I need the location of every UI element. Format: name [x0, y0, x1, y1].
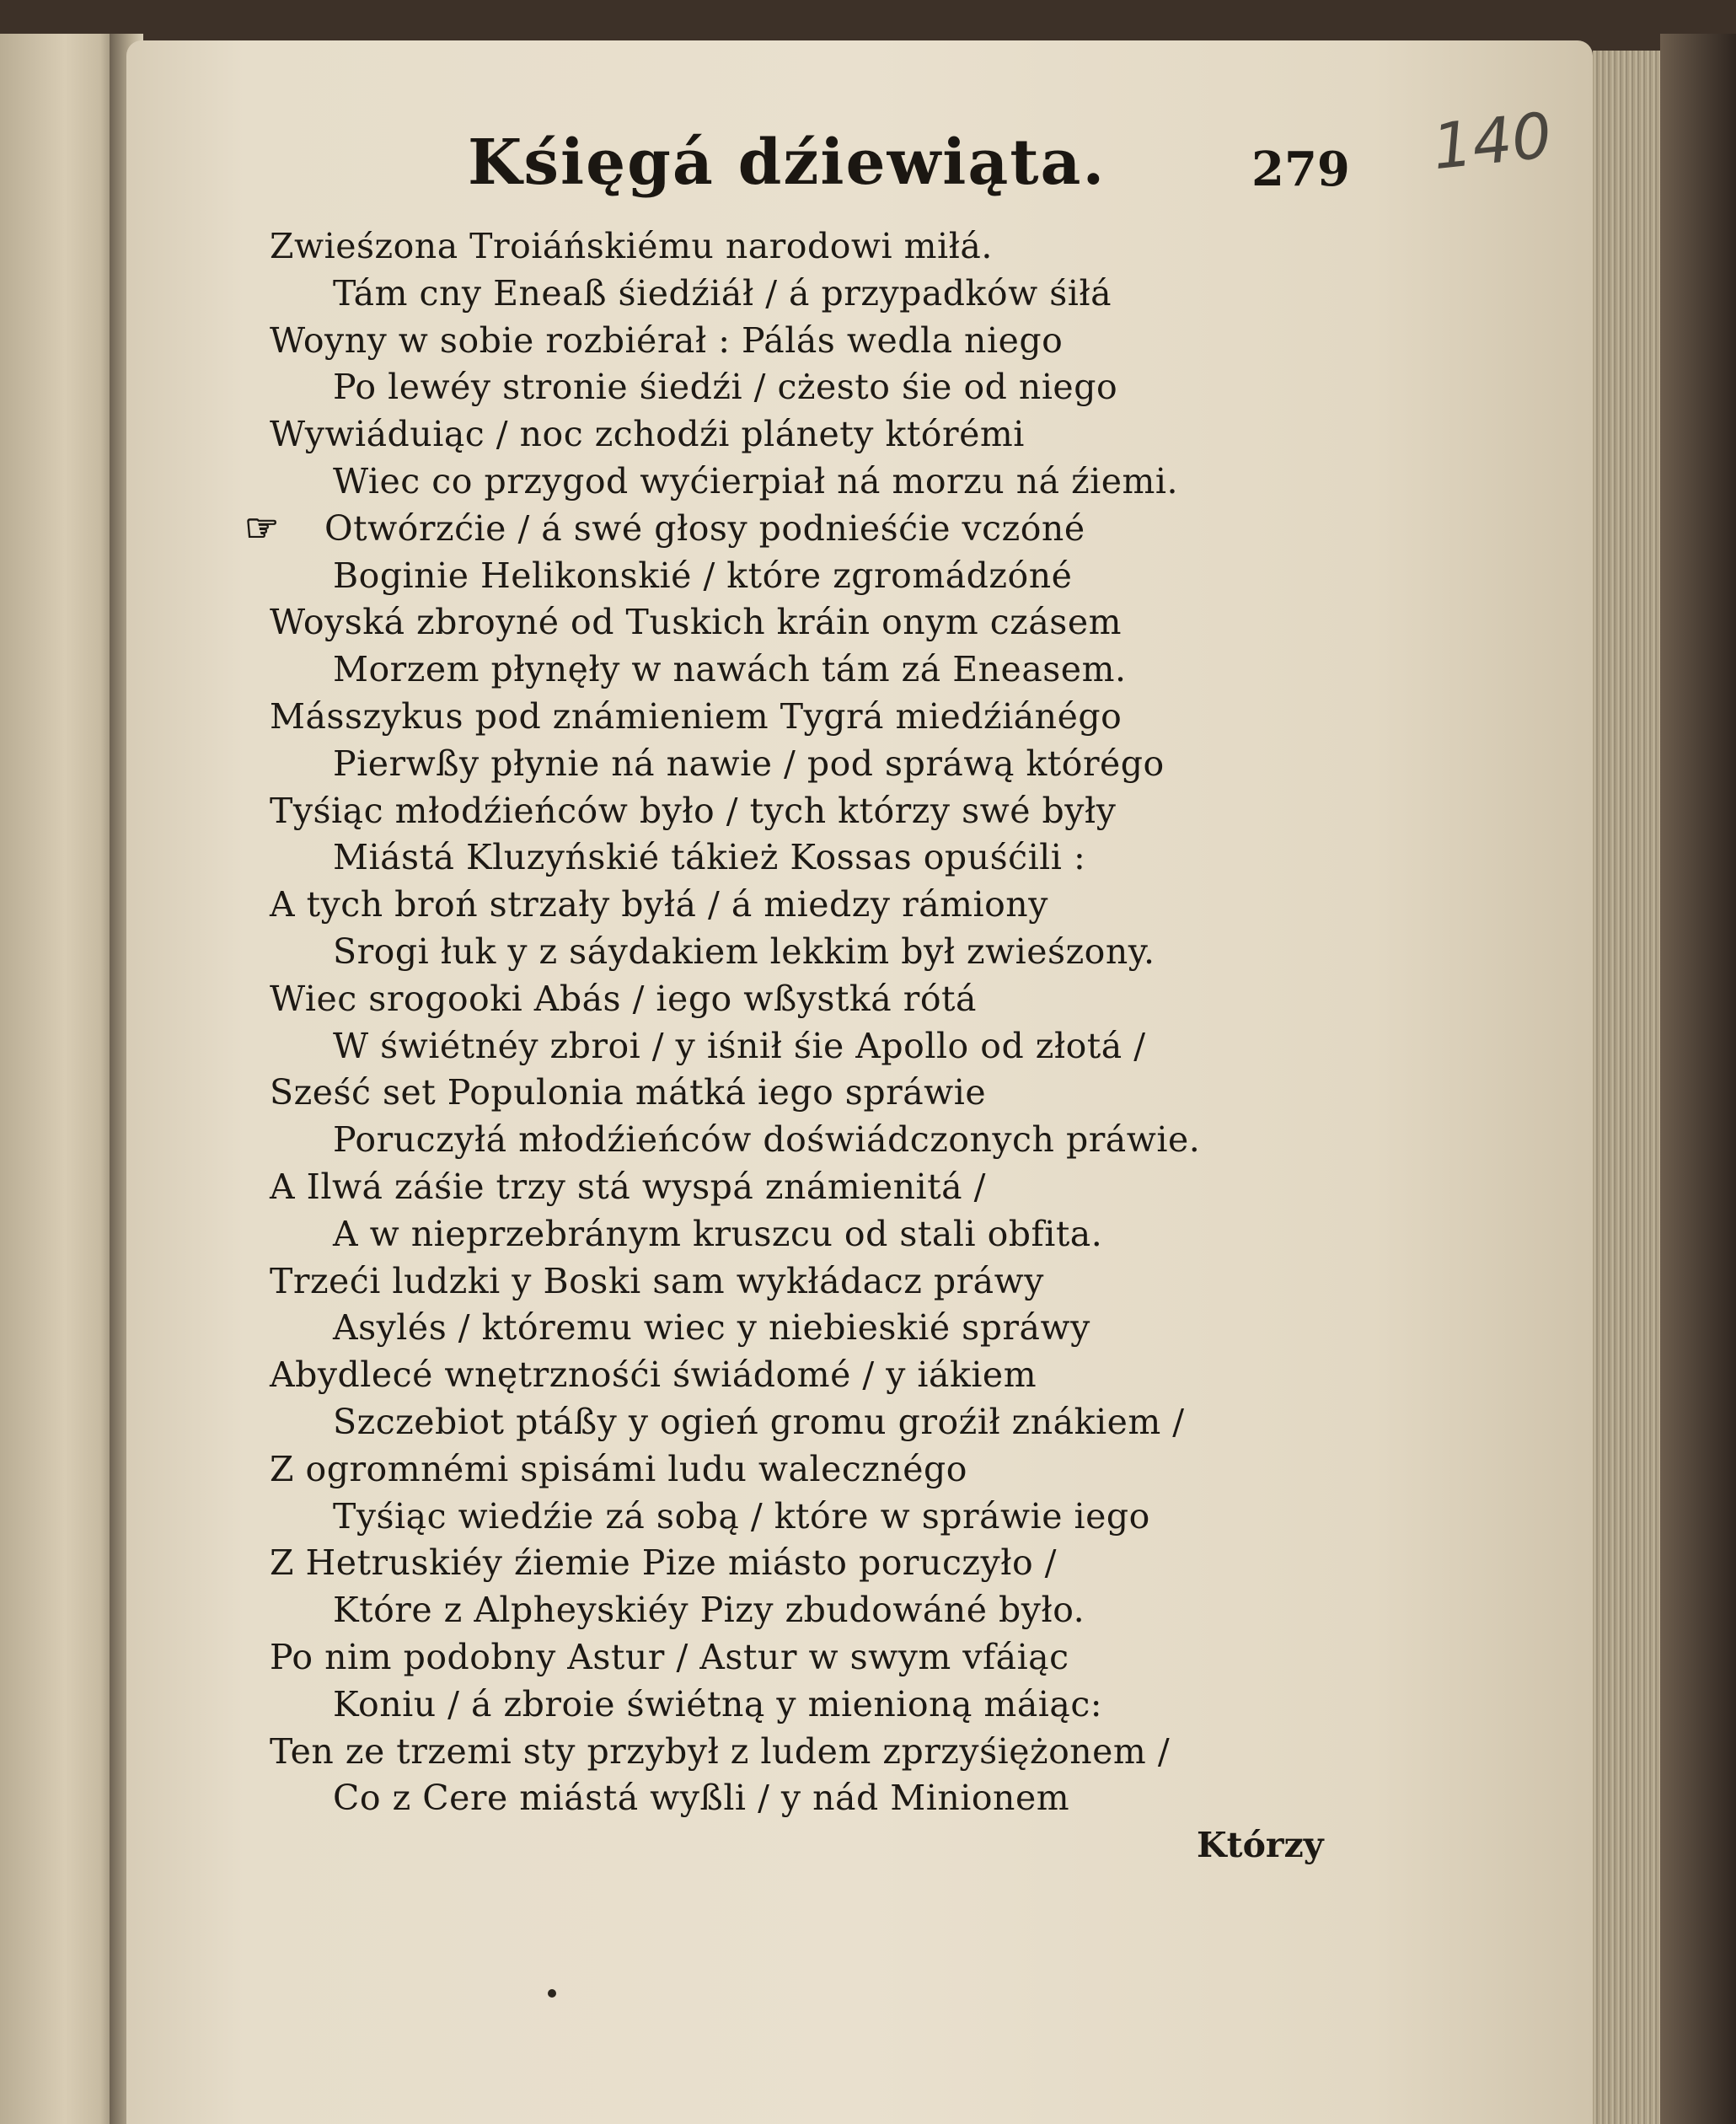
verse-line: W świétnéy zbroi / y iśnił śie Apollo od złotá / — [333, 1025, 1146, 1066]
verse-line: Otwórzćie / á swé głosy podnieśćie vczóné — [324, 507, 1085, 549]
verse-line: Woyská zbroyné od Tuskich kráin onym czásem — [270, 602, 1122, 643]
verse-line: Z Hetruskiéy źiemie Pize miásto poruczyło / — [270, 1542, 1057, 1584]
verse-line: Boginie Helikonskié / które zgromádzóné — [333, 555, 1073, 596]
verse-line: Asylés / któremu wiec y niebieskié spráwy — [333, 1307, 1090, 1349]
facing-page — [0, 34, 118, 2124]
binding-shadow — [1660, 34, 1736, 2124]
verse-line: Wiec srogooki Abás / iego wßystká rótá — [270, 978, 977, 1019]
verse-line: Tyśiąc wiedźie zá sobą / które w spráwie iego — [333, 1495, 1150, 1537]
verse-line: A w nieprzebránym kruszcu od stali obfita. — [333, 1213, 1103, 1254]
verse-line: Sześć set Populonia mátká iego spráwie — [270, 1072, 987, 1113]
verse-line: Tám cny Eneaß śiedźiáł / á przypadków śiłá — [333, 272, 1112, 314]
ink-dot — [548, 1989, 556, 1998]
verse-line: Koniu / á zbroie świétną y mienioną máiąc: — [333, 1683, 1103, 1724]
verse-line: Z ogromnémi spisámi ludu walecznégo — [270, 1448, 967, 1489]
verse-line: Abydlecé wnętrznośći świádomé / y iákiem — [270, 1354, 1037, 1396]
verse-line: Po nim podobny Astur / Astur w swym vfáiąc — [270, 1637, 1069, 1677]
verse-line: Wywiáduiąc / noc zchodźi plánety którémi — [270, 414, 1025, 455]
verse-line: Másszykus pod známieniem Tygrá miedźiánégo — [270, 696, 1123, 737]
verse-line: Morzem płynęły w nawách tám zá Eneasem. — [333, 649, 1127, 690]
running-head: Kśięgá dźiewiąta. — [468, 126, 1106, 199]
verse-line: Zwieśzona Troiáńskiému narodowi miłá. — [270, 226, 993, 266]
verse-line: Które z Alpheyskiéy Pizy zbudowáné było. — [333, 1590, 1085, 1631]
verse-line: Ten ze trzemi sty przybył z ludem zprzyśiężonem / — [270, 1730, 1171, 1772]
verse-line: Szczebiot ptáßy y ogień gromu groźił znákiem / — [333, 1402, 1185, 1442]
verse-line: Tyśiąc młodźieńców było / tych którzy swé były — [270, 790, 1117, 831]
page-fore-edge — [1593, 51, 1660, 2124]
pointing-hand-icon: ☞ — [244, 504, 280, 550]
verse-line: A Ilwá záśie trzy stá wyspá známienitá / — [270, 1167, 986, 1207]
verse-line: Co z Cere miástá wyßli / y nád Minionem — [333, 1778, 1070, 1819]
verse-line: Pierwßy płynie ná nawie / pod spráwą którégo — [333, 743, 1165, 784]
verse-line: Srogi łuk y z sáydakiem lekkim był zwieśzony. — [333, 931, 1155, 972]
verse-line: Po lewéy stronie śiedźi / cżesto śie od niego — [333, 367, 1118, 408]
verse-line: Woyny w sobie rozbiérał : Pálás wedla niego — [270, 319, 1064, 361]
catchword: Którzy — [1197, 1825, 1324, 1865]
verse-line: Poruczyłá młodźieńców doświádczonych práwie. — [333, 1119, 1201, 1161]
verse-line: Trzeći ludzki y Boski sam wykłádacz práwy — [270, 1260, 1044, 1301]
verse-line: A tych broń strzały byłá / á miedzy rámiony — [270, 884, 1048, 925]
verse-line: Miástá Kluzyńskié tákież Kossas opuśćili : — [333, 837, 1086, 878]
handwritten-folio: 140 — [1428, 99, 1556, 185]
verse-line: Wiec co przygod wyćierpiał ná morzu ná źiemi. — [333, 461, 1179, 502]
page-number: 279 — [1251, 142, 1350, 197]
